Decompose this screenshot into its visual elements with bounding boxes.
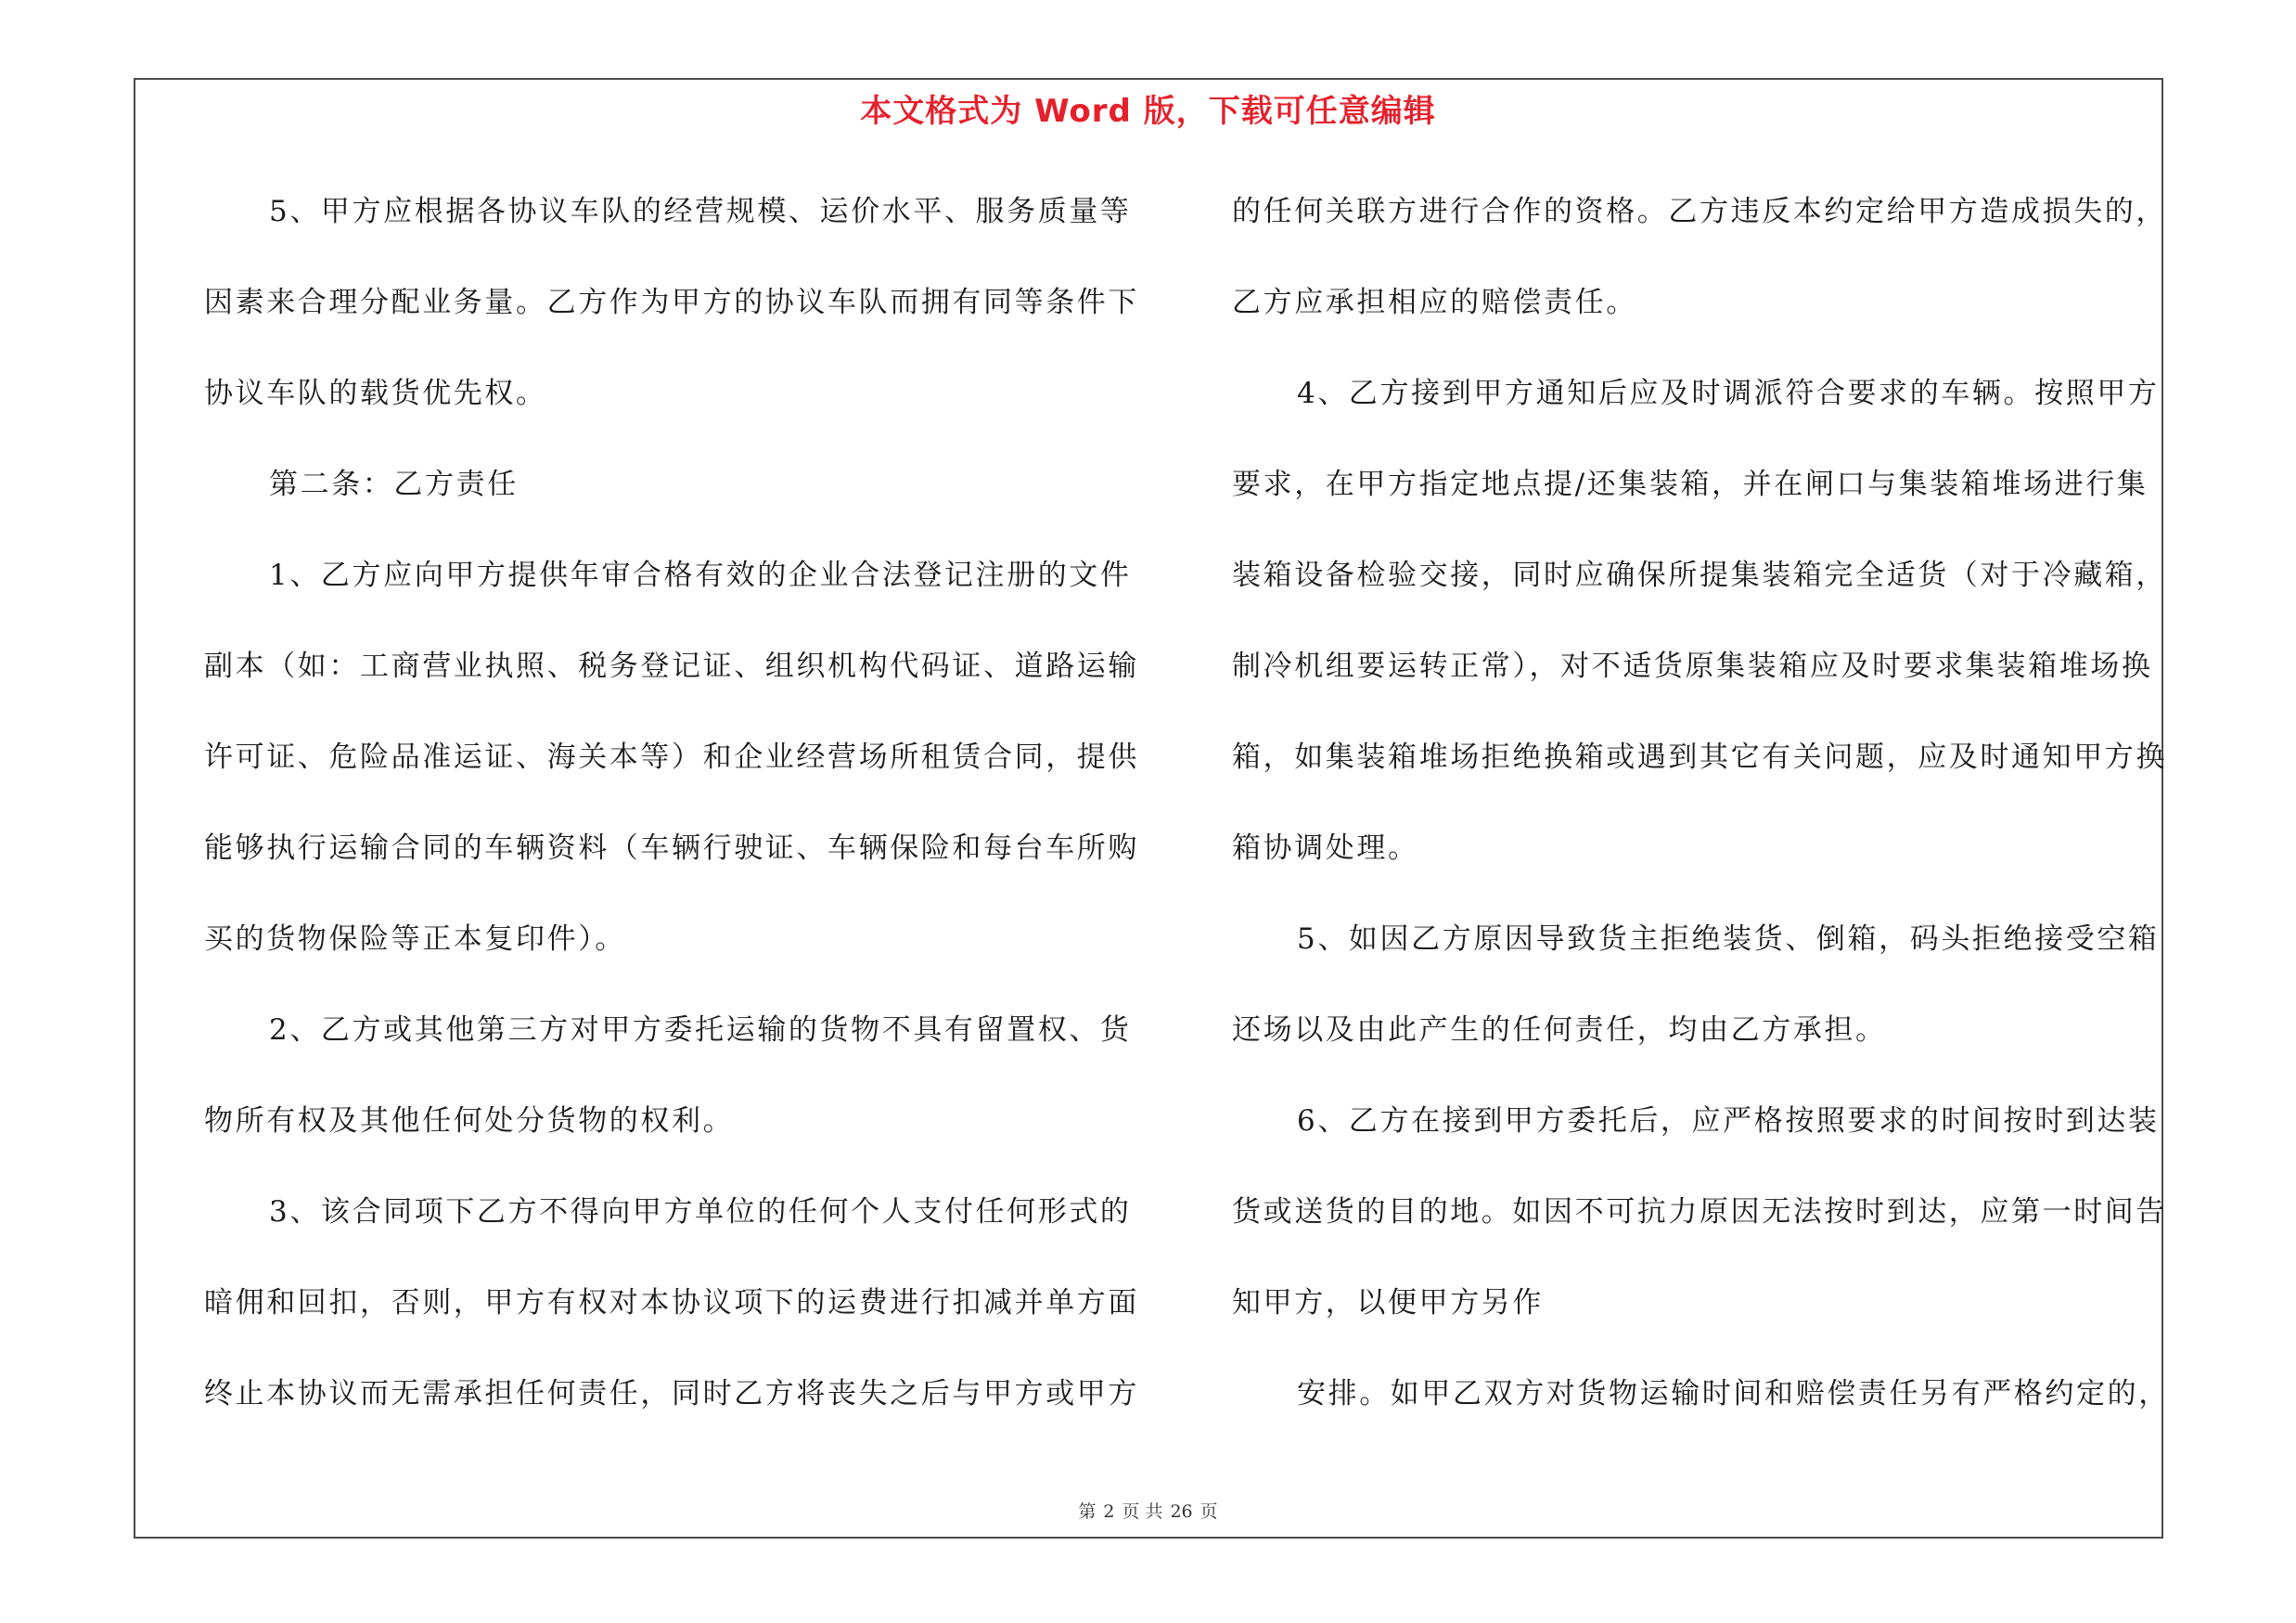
text-line: 因素来合理分配业务量。乙方作为甲方的协议车队而拥有同等条件下: [204, 286, 1139, 319]
text-line: 6、乙方在接到甲方委托后，应严格按照要求的时间按时到达装: [1297, 1104, 2160, 1138]
text-line: 还场以及由此产生的任何责任，均由乙方承担。: [1232, 1013, 1887, 1047]
text-line: 5、甲方应根据各协议车队的经营规模、运价水平、服务质量等: [269, 195, 1132, 228]
text-line: 买的货物保险等正本复印件）。: [204, 922, 626, 956]
text-line: 安排。如甲乙双方对货物运输时间和赔偿责任另有严格约定的，: [1297, 1377, 2170, 1410]
text-line: 许可证、危险品准运证、海关本等）和企业经营场所租赁合同，提供: [204, 741, 1139, 774]
text-line: 乙方应承担相应的赔偿责任。: [1232, 286, 1637, 319]
text-line: 副本（如：工商营业执照、税务登记证、组织机构代码证、道路运输: [204, 650, 1139, 683]
text-line: 的任何关联方进行合作的资格。乙方违反本约定给甲方造成损失的，: [1232, 195, 2167, 228]
text-line: 暗佣和回扣，否则，甲方有权对本协议项下的运费进行扣减并单方面: [204, 1286, 1139, 1320]
page-footer: [0, 1498, 2296, 1523]
left-column: [204, 182, 1139, 1455]
text-line: 装箱设备检验交接，同时应确保所提集装箱完全适货（对于冷藏箱，: [1232, 559, 2167, 592]
text-line: 1、乙方应向甲方提供年审合格有效的企业合法登记注册的文件: [269, 559, 1132, 592]
text-line: 要求，在甲方指定地点提/还集装箱，并在闸口与集装箱堆场进行集: [1232, 468, 2148, 501]
text-line: 第二条：乙方责任: [269, 468, 519, 501]
footer-middle: 页 共: [1122, 1501, 1163, 1522]
footer-total-pages: 26: [1170, 1501, 1193, 1522]
text-line: 货或送货的目的地。如因不可抗力原因无法按时到达，应第一时间告: [1232, 1195, 2167, 1229]
text-line: 终止本协议而无需承担任何责任，同时乙方将丧失之后与甲方或甲方: [204, 1377, 1139, 1410]
text-line: 3、该合同项下乙方不得向甲方单位的任何个人支付任何形式的: [269, 1195, 1132, 1229]
right-column: [1232, 182, 2170, 1455]
text-line: 协议车队的载货优先权。: [204, 377, 547, 410]
text-line: 4、乙方接到甲方通知后应及时调派符合要求的车辆。按照甲方: [1297, 377, 2160, 410]
format-banner: 本文格式为 Word 版，下载可任意编辑: [860, 93, 1436, 130]
footer-prefix: 第: [1078, 1501, 1097, 1522]
text-line: 能够执行运输合同的车辆资料（车辆行驶证、车辆保险和每台车所购: [204, 831, 1139, 865]
footer-suffix: 页: [1199, 1501, 1218, 1522]
text-line: 2、乙方或其他第三方对甲方委托运输的货物不具有留置权、货: [269, 1013, 1132, 1047]
text-line: 物所有权及其他任何处分货物的权利。: [204, 1104, 735, 1138]
text-line: 知甲方，以便甲方另作: [1232, 1286, 1544, 1320]
footer-page-number: 2: [1103, 1501, 1115, 1522]
text-line: 5、如因乙方原因导致货主拒绝装货、倒箱，码头拒绝接受空箱: [1297, 922, 2160, 956]
text-line: 制冷机组要运转正常），对不适货原集装箱应及时要求集装箱堆场换: [1232, 650, 2153, 683]
text-line: 箱协调处理。: [1232, 831, 1419, 865]
text-line: 箱，如集装箱堆场拒绝换箱或遇到其它有关问题，应及时通知甲方换: [1232, 741, 2167, 774]
